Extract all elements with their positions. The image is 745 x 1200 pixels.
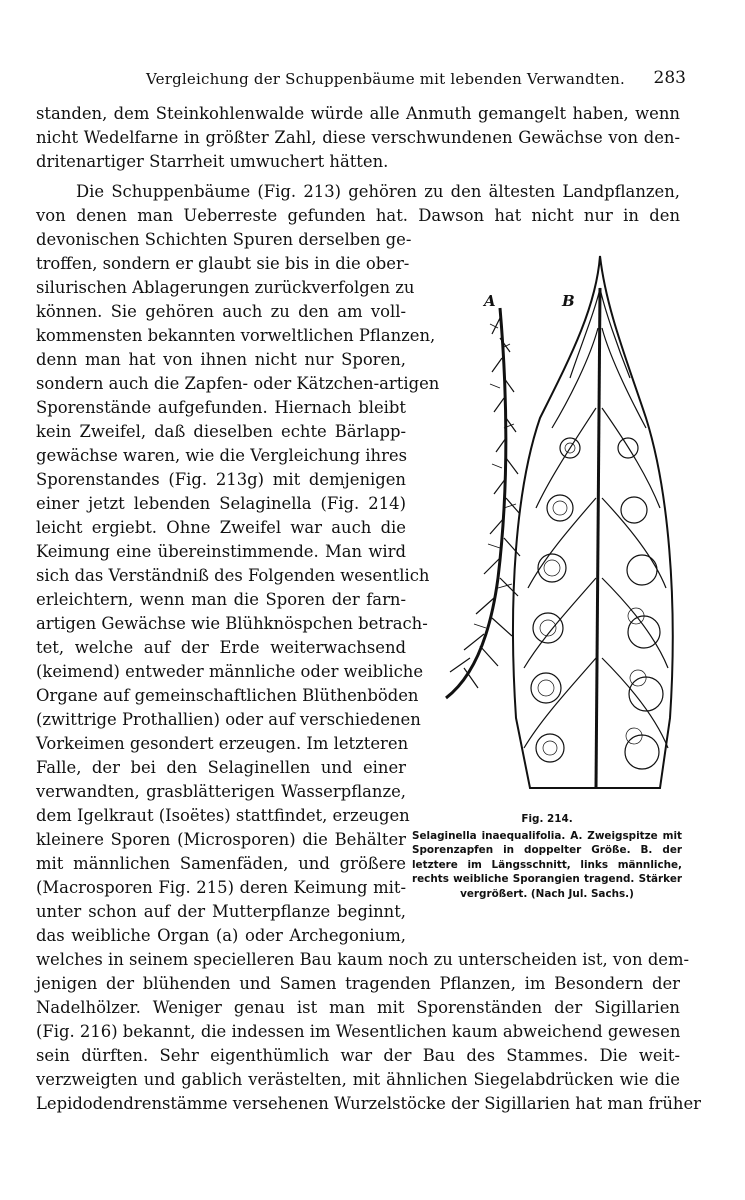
text-line: kleinere Sporen (Microsporen) die Behälter	[36, 830, 406, 849]
text-line: dritenartiger Starrheit umwuchert hätten.	[36, 152, 389, 171]
text-line: gewächse waren, wie die Vergleichung ihres	[36, 446, 408, 465]
page-number: 283	[653, 68, 686, 88]
text-line: kommensten bekannten vorweltlichen Pflanzen,	[36, 326, 436, 345]
text-line: sein dürften. Sehr eigenthümlich war der Bau des Stammes. Die weit-	[36, 1046, 680, 1065]
page-header	[36, 70, 686, 96]
text-line: Sporenstandes (Fig. 213g) mit demjenigen	[36, 470, 406, 489]
text-line: das weibliche Organ (a) oder Archegonium,	[36, 926, 406, 945]
text-line: Nadelhölzer. Weniger genau ist man mit Sporenständen der Sigillarien	[36, 998, 680, 1017]
cone-section-b	[513, 256, 673, 788]
text-line: (keimend) entweder männliche oder weibliche	[36, 662, 424, 681]
text-line: erleichtern, wenn man die Sporen der farn-	[36, 590, 406, 609]
text-line: unter schon auf der Mutterpflanze beginnt,	[36, 902, 406, 921]
running-title: Vergleichung der Schuppenbäume mit lebenden Verwandten.	[146, 70, 625, 88]
figure-label-a: A	[484, 292, 496, 310]
text-line: mit männlichen Samenfäden, und größere	[36, 854, 406, 873]
text-line: Keimung eine übereinstimmende. Man wird	[36, 542, 406, 561]
figure-caption	[412, 812, 682, 902]
selaginella-drawing	[420, 248, 682, 808]
text-line: sich das Verständniß des Folgenden wesentlich	[36, 566, 430, 585]
text-line: einer jetzt lebenden Selaginella (Fig. 214)	[36, 494, 406, 513]
text-line: jenigen der blühenden und Samen tragenden Pflanzen, im Besondern der	[36, 974, 680, 993]
text-line: (Macrosporen Fig. 215) deren Keimung mit-	[36, 878, 406, 897]
text-line: Lepidodendrenstämme versehenen Wurzelstöcke der Sigillarien hat man früher	[36, 1094, 701, 1113]
text-line: können. Sie gehören auch zu den am voll-	[36, 302, 406, 321]
figure-label-b: B	[562, 292, 575, 310]
text-line: denn man hat von ihnen nicht nur Sporen,	[36, 350, 406, 369]
text-line: Sporenstände aufgefunden. Hiernach bleibt	[36, 398, 406, 417]
text-line: (zwittrige Prothallien) oder auf verschiedenen	[36, 710, 421, 729]
text-line: Vorkeimen gesondert erzeugen. Im letzteren	[36, 734, 409, 753]
text-line: sondern auch die Zapfen- oder Kätzchen-artigen	[36, 374, 440, 393]
text-line: verwandten, grasblätterigen Wasserpflanze,	[36, 782, 406, 801]
text-line: kein Zweifel, daß dieselben echte Bärlapp-	[36, 422, 406, 441]
text-line: dem Igelkraut (Isoëtes) stattfindet, erzeugen	[36, 806, 410, 825]
text-line: standen, dem Steinkohlenwalde würde alle Anmuth gemangelt haben, wenn	[36, 104, 680, 123]
text-line: silurischen Ablagerungen zurückverfolgen zu	[36, 278, 415, 297]
text-line: Organe auf gemeinschaftlichen Blüthenböden	[36, 686, 419, 705]
text-line: Die Schuppenbäume (Fig. 213) gehören zu den ältesten Landpflanzen,	[76, 182, 680, 201]
text-line: tet, welche auf der Erde weiterwachsend	[36, 638, 406, 657]
text-line: troffen, sondern er glaubt sie bis in die ober-	[36, 254, 410, 273]
selaginella-illustration	[420, 248, 682, 808]
text-line: artigen Gewächse wie Blühknöspchen betrach-	[36, 614, 428, 633]
text-line: Falle, der bei den Selaginellen und einer	[36, 758, 406, 777]
text-line: verzweigten und gablich verästelten, mit ähnlichen Siegelabdrücken wie die	[36, 1070, 680, 1089]
branch-tip-a	[446, 308, 520, 698]
text-line: welches in seinem specielleren Bau kaum noch zu unterscheiden ist, von dem-	[36, 950, 690, 969]
text-line: devonischen Schichten Spuren derselben ge-	[36, 230, 412, 249]
text-line: nicht Wedelfarne in größter Zahl, diese verschwundenen Gewächse von den-	[36, 128, 680, 147]
figure-caption-text: Selaginella inaequalifolia. A. Zweigspitze mit Sporenzapfen in doppelter Größe. B. der letztere im Längsschnitt, links männliche, rechts weibliche Sporangien tragend. Stärker vergrößert. (Nach Jul. Sachs.)	[412, 829, 682, 900]
text-line: (Fig. 216) bekannt, die indessen im Wesentlichen kaum abweichend gewesen	[36, 1022, 681, 1041]
text-line: von denen man Ueberreste gefunden hat. Dawson hat nicht nur in den	[36, 206, 680, 225]
text-line: leicht ergiebt. Ohne Zweifel war auch die	[36, 518, 406, 537]
figure-number: Fig. 214.	[521, 813, 573, 825]
